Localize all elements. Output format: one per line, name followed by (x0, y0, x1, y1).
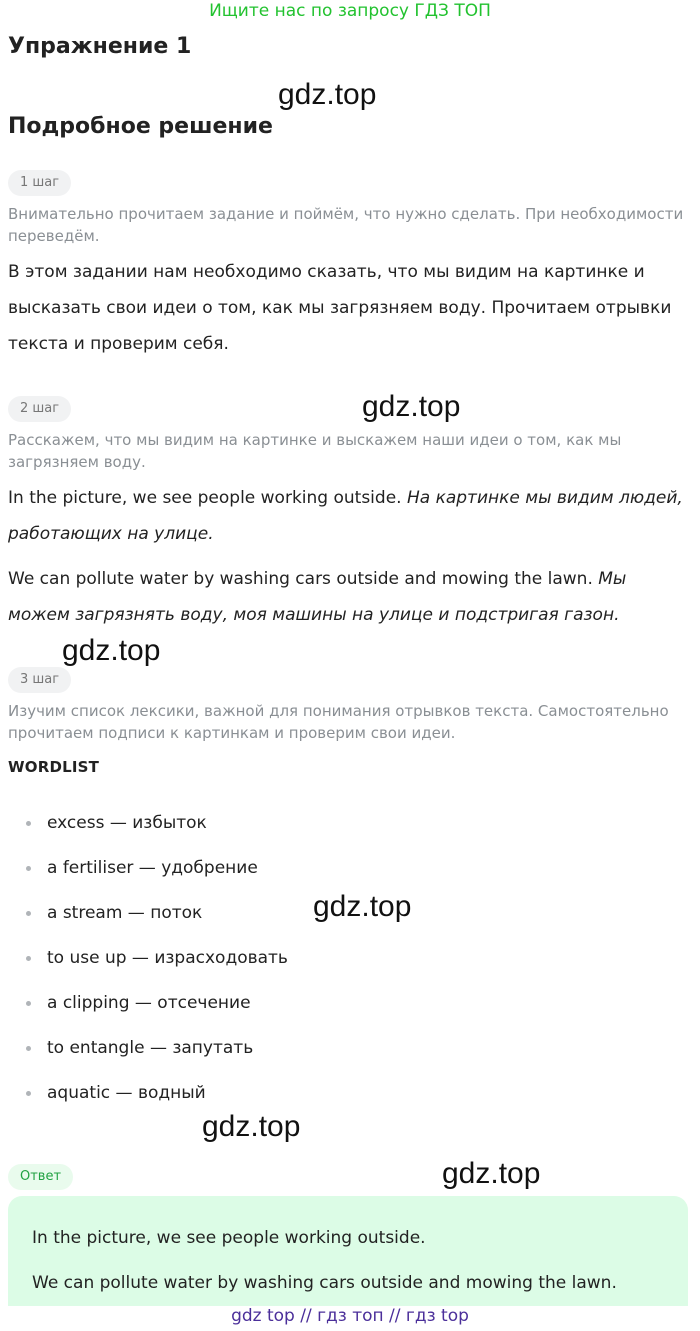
answer-badge: Ответ (8, 1164, 73, 1190)
watermark: gdz.top (442, 1157, 541, 1190)
step-2-badge: 2 шаг (8, 396, 71, 422)
bullet-icon (26, 1001, 31, 1006)
step-1-badge: 1 шаг (8, 170, 71, 196)
watermark: gdz.top (278, 78, 377, 111)
bullet-icon (26, 1091, 31, 1096)
watermark: gdz.top (362, 390, 461, 423)
wordlist-item: to entangle — запутать (26, 1037, 253, 1059)
search-banner: Ищите нас по запросу ГДЗ ТОП (209, 1, 491, 21)
step-2-paragraph-1 (8, 480, 688, 552)
bullet-icon (26, 821, 31, 826)
watermark: gdz.top (62, 634, 161, 667)
bullet-icon (26, 911, 31, 916)
bullet-icon (26, 866, 31, 871)
wordlist-item: to use up — израсходовать (26, 947, 288, 969)
watermark: gdz.top (202, 1110, 301, 1143)
exercise-title: Упражнение 1 (8, 34, 192, 59)
footer-links: gdz top // гдз топ // гдз top (231, 1306, 469, 1326)
step-3-badge: 3 шаг (8, 667, 71, 693)
step-1-text: В этом задании нам необходимо сказать, что мы видим на картинке и высказать свои идеи о том, как мы загрязняем воду. Прочитаем отрывки текста и проверим себя. (8, 262, 672, 354)
wordlist-item: a clipping — отсечение (26, 992, 251, 1014)
english-sentence: We can pollute water by washing cars outside and mowing the lawn. (8, 569, 593, 589)
bullet-icon (26, 956, 31, 961)
section-title: Подробное решение (8, 114, 273, 139)
russian-translation: На картинке мы видим людей, работающих на улице. (8, 488, 683, 544)
answer-line-1: In the picture, we see people working outside. (32, 1228, 426, 1248)
russian-translation: Мы можем загрязнять воду, моя машины на улице и подстригая газон. (8, 569, 627, 625)
watermark: gdz.top (313, 890, 412, 923)
wordlist-item: excess — избыток (26, 812, 207, 834)
wordlist-title: WORDLIST (8, 758, 100, 776)
answer-line-2: We can pollute water by washing cars outside and mowing the lawn. (32, 1273, 617, 1293)
bullet-icon (26, 1046, 31, 1051)
wordlist-item: aquatic — водный (26, 1082, 206, 1104)
step-2-paragraph-2 (8, 561, 688, 633)
wordlist-item: a stream — поток (26, 902, 202, 924)
step-2-hint: Расскажем, что мы видим на картинке и выскажем наши идеи о том, как мы загрязняем воду. (8, 431, 622, 471)
english-sentence: In the picture, we see people working outside. (8, 488, 402, 508)
wordlist-item: a fertiliser — удобрение (26, 857, 258, 879)
step-1-hint: Внимательно прочитаем задание и поймём, что нужно сделать. При необходимости переведём. (8, 205, 684, 245)
step-3-hint: Изучим список лексики, важной для понимания отрывков текста. Самостоятельно прочитаем подписи к картинкам и проверим свои идеи. (8, 702, 669, 742)
